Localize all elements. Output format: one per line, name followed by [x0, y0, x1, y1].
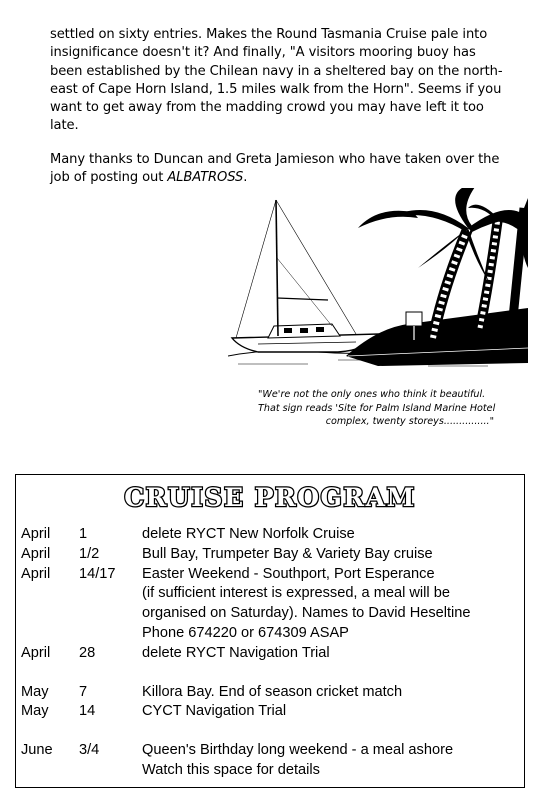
program-entry	[21, 741, 516, 781]
sign-board	[406, 312, 422, 326]
entry-month: April	[21, 526, 51, 542]
entry-description-line: delete RYCT New Norfolk Cruise	[142, 526, 355, 542]
newsletter-name: ALBATROSS	[167, 170, 244, 186]
entry-day: 7	[79, 683, 88, 700]
caption-line-2: That sign reads 'Site for Palm Island Marine Hotel	[258, 402, 496, 414]
entry-description	[142, 565, 516, 644]
entry-description-line: (if sufficient interest is expressed, a meal will be	[142, 585, 450, 602]
program-entry	[21, 644, 516, 664]
entry-description-line: Queen's Birthday long weekend - a meal ashore	[142, 742, 454, 759]
entry-description	[142, 702, 516, 722]
entry-month: May	[21, 703, 49, 720]
illustration-caption	[258, 388, 508, 429]
intro-text	[50, 26, 510, 202]
cruise-program-list	[21, 525, 516, 781]
yacht-mast	[276, 200, 278, 336]
entry-day: 28	[79, 644, 96, 661]
entry-description-line: Watch this space for details	[142, 761, 320, 778]
entry-description	[142, 683, 516, 703]
entry-month: April	[21, 644, 51, 661]
entry-description-line: Killora Bay. End of season cricket match	[142, 683, 403, 700]
cruise-program-title: CRUISE PROGRAM	[124, 483, 416, 512]
entry-month: April	[21, 565, 51, 582]
program-entry	[21, 565, 516, 644]
entry-day: 14	[79, 703, 96, 720]
entry-description-line: delete RYCT Navigation Trial	[142, 644, 330, 661]
entry-month: May	[21, 683, 49, 700]
caption-line-3: complex, twenty storeys..............."	[325, 416, 494, 427]
entry-month: April	[21, 545, 51, 562]
program-entry	[21, 545, 516, 565]
entry-description-line: organised on Saturday). Names to David Heseltine	[142, 605, 471, 622]
entry-description-line: CYCT Navigation Trial	[142, 703, 287, 720]
intro-paragraph-1: settled on sixty entries. Makes the Round Tasmania Cruise pale into insignificance doesn't it? And finally, "A visitors mooring buoy has been established by the Chilean navy in a sheltered bay on the north-east of Cape Horn Island, 1.5 miles walk from the Horn". Seems if you want to get away from the madding crowd you may have left it too late.	[50, 27, 503, 134]
program-entry	[21, 702, 516, 722]
entry-day: 1	[79, 526, 88, 542]
entry-description	[142, 545, 516, 565]
palm-fronds	[358, 188, 528, 284]
yacht-palm-trees-illustration	[228, 188, 528, 378]
entry-description-line: Bull Bay, Trumpeter Bay & Variety Bay cruise	[142, 545, 433, 562]
entry-description-line: Easter Weekend - Southport, Port Esperance	[142, 565, 435, 582]
entry-day: 3/4	[79, 742, 100, 759]
entry-description	[142, 644, 516, 664]
program-entry	[21, 683, 516, 703]
cruise-program-box	[15, 474, 525, 788]
entry-month: June	[21, 742, 53, 759]
intro-paragraph-2	[50, 151, 510, 188]
entry-day: 14/17	[79, 565, 116, 582]
intro-paragraph-2-end: .	[243, 170, 248, 186]
entry-day: 1/2	[79, 545, 100, 562]
program-entry	[21, 525, 516, 545]
entry-description	[142, 741, 516, 781]
entry-description	[142, 525, 516, 545]
entry-description-line: Phone 674220 or 674309 ASAP	[142, 624, 349, 641]
caption-line-1: "We're not the only ones who think it beautiful.	[258, 389, 486, 400]
intro-paragraph-2-text: Many thanks to Duncan and Greta Jamieson who have taken over the job of posting out	[50, 151, 500, 186]
